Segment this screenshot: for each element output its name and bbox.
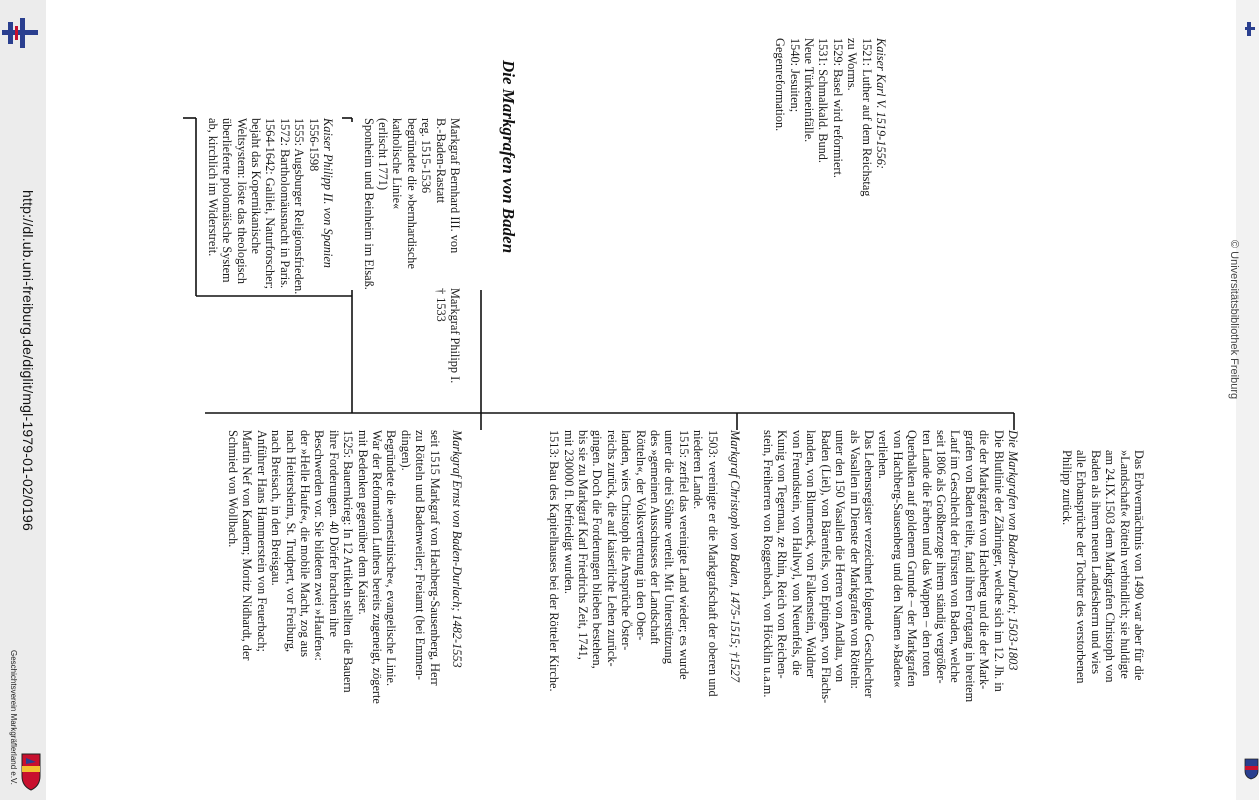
philipp-box: Markgraf Philipp I. † 1533 xyxy=(433,288,462,384)
durlach-heading: Die Markgrafen von Baden-Durlach; 1503-1803 xyxy=(1006,430,1020,671)
kaiser-philipp-box: Kaiser Philipp II. von Spanien 1556-1598 1555: Augsburger Religionsfrieden. 1572: Bartholomäusnacht in Paris. 1564-1642: Galilei, Naturforscher; bejaht das Kopernikanische Weltsystem: löste das theologisch überlieferte ptolomäische System ab, kirchlich im Widerstreit. xyxy=(205,118,335,295)
logo-fragment-icon xyxy=(1245,20,1255,38)
ernst-section: Markgraf Ernst von Baden-Durlach; 1482-1553 seit 1515 Markgraf von Hachberg-Sausenberg, Herr zu Rötteln und Badenweiler; Freiamt (bei Emmen- dingen). Begründete die »ernestinische«, evangelische Linie. War der Reformation Luthers bereits zugeneigt, zögerte mit Bedenken gegenüber dem Kaiser. 1525: Bauernkrieg: In 12 Artikeln stellten die Bauern ihre Forderungen. 40 Dörfer brachten ihre Beschwerden vor. Sie bildeten zwei »Haufen«: der »Helle Haufe«, die mobile Macht, zog aus nach Heitersheim, St. Trudpert, vor Freiburg, nach Breisach, in den Breisgau. Anführer Hans Hammerstein von Feuerbach; Martin Nef von Kandern; Moritz Nidhardt, der Schmied von Wollbach. xyxy=(226,430,465,800)
source-url[interactable]: http://dl.ub.uni-freiburg.de/diglit/mgl-1979-01-02/0196 xyxy=(20,190,36,531)
christoph-heading: Markgraf Christoph von Baden, 1475-1515; †1527 xyxy=(728,430,742,683)
christoph-section: Markgraf Christoph von Baden, 1475-1515; †1527 1503: vereinigte er die Markgrafschaft der oberen und niederen Lande. 1515: zerfiel das vereinigte Land wieder; es wurde unter die drei Söhne verteilt. Mit Unterstützung des »gemeinen Ausschusses der Landschaft Rötteln«, der Volksvertretung in den Ober- landen, wies Christoph die Ansprüche Öster- reichs zurück, die auf kaiserliche Lehen zurück- gingen. Doch die Forderungen blieben bestehen, bis sie zu Markgraf Karl Friedrichs Zeit, 1741, mit 230000 fl. befriedigt wurden. 1513: Bau des Kapitelhauses bei der Rötteler Kirche. xyxy=(547,430,742,800)
kaiser-karl-box: Kaiser Karl V. 1519-1556: 1521: Luther auf dem Reichstag zu Worms. 1529: Basel wird reformiert. 1531: Schmalkald. Bund. Neue Türkeneinfälle. 1540: Jesuiten; Gegenreformation. xyxy=(773,38,888,197)
bernhard-box: Markgraf Bernhard III. von B.-Baden-Rastatt reg. 1515-1536 begründete die »bernhardische katholische Linie« (erlischt 1771) Sponheim und Beinheim im Elsaß. xyxy=(361,118,462,290)
crest-fragment-icon xyxy=(1244,758,1259,780)
ernst-heading: Markgraf Ernst von Baden-Durlach; 1482-1553 xyxy=(450,430,464,668)
publisher-label: Geschichtsverein Markgräflerland e.V. xyxy=(9,650,18,785)
right-margin-text: © Universitätsbibliothek Freiburg xyxy=(1228,240,1240,400)
durlach-section: Die Markgrafen von Baden-Durlach; 1503-1803 Die Blutlinie der Zähringer, welche sich im 12. Jh. in die der Markgrafen von Hachberg und die der Mark- grafen von Baden teilte, fand ihren Fortgang in breitem Lauf im Geschlecht der Fürsten von Baden, welche seit 1806 als Großherzoge ihrem ständig vergrößer- ten Lande die Farben und das Wappen – den roten Querbalken auf goldenem Grunde – der Markgrafen von Hachberg-Sausenberg und den Namen »Baden« verliehen. Das Lehensregister verzeichnet folgende Geschlechter als Vasallen im Dienste der Markgrafen von Rötteln: unter den 150 Vasallen die Herren von Andlau, von Baden (Liel), von Bärenfels, von Eptingen, von Flachs- landen, von Blumeneck, von Falkenstein, Waldner von Freundstein, von Hallwyl, von Neuenfels, die Kunig von Tegernau, ze Rhin, Reich von Reichen- stein, Freiherren von Roggenbach, von Höcklin u.a.m. xyxy=(761,430,1020,800)
erbvermaechtnis-paragraph: Das Erbvermächtnis von 1490 war aber für die »Landschaft« Rötteln verbindlich; sie huldigte am 24.IX.1503 dem Markgrafen Christoph von Baden als ihrem neuen Landesherrn und wies alle Erbansprüche der Tochter des verstorbenen Philipp zurück. xyxy=(1059,450,1146,684)
page-title: Die Markgrafen von Baden xyxy=(499,60,518,254)
